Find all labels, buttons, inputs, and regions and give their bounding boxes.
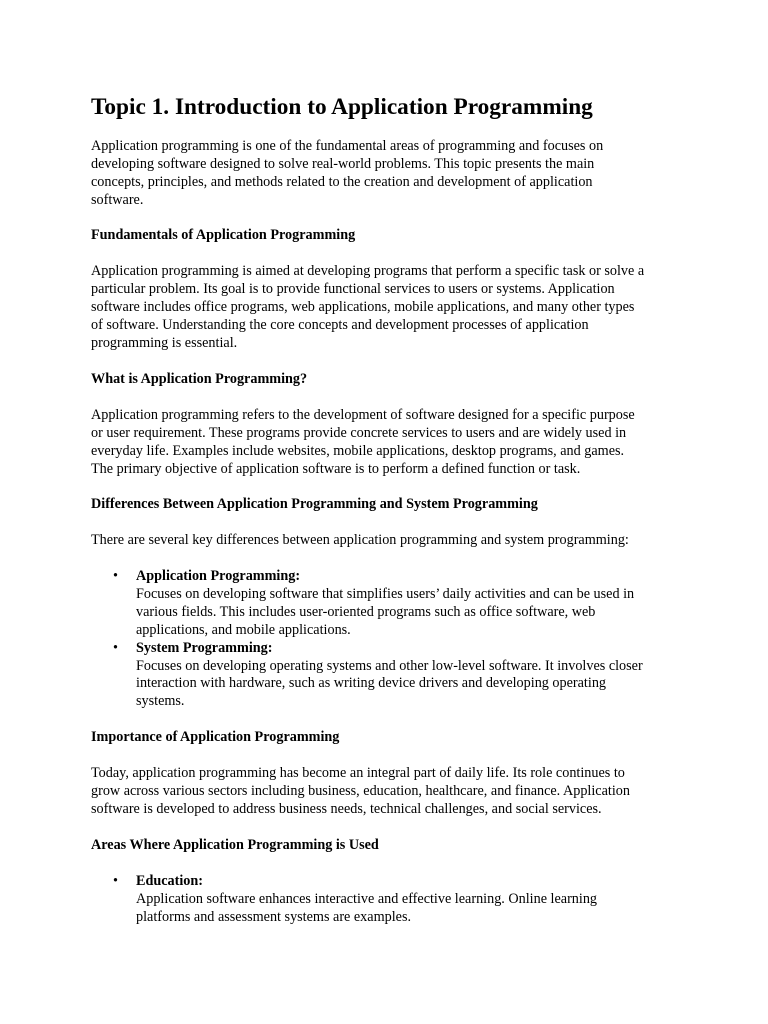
list-item-term: Application Programming: <box>136 568 301 584</box>
text-line: programming is essential. <box>91 334 238 351</box>
text-line: of software. Understanding the core concepts and development processes of application <box>91 316 589 333</box>
list-item-term: System Programming: <box>136 639 273 656</box>
text-line: everyday life. Examples include websites, mobile applications, desktop programs, and games. <box>91 442 625 459</box>
text-line: developing software designed to solve real-world problems. This topic presents the main <box>91 155 595 172</box>
importance-paragraph <box>91 765 691 819</box>
text-line: software is developed to address business needs, technical challenges, and social services. <box>91 800 602 817</box>
section-heading-what-is: What is Application Programming? <box>91 371 308 387</box>
section-heading-differences: Differences Between Application Programming and System Programming <box>91 496 538 512</box>
text-line: Application software enhances interactive and effective learning. Online learning <box>136 890 598 907</box>
bullet-icon: • <box>113 639 118 656</box>
section-heading-fundamentals: Fundamentals of Application Programming <box>91 227 356 243</box>
what-is-paragraph <box>91 407 691 479</box>
text-line: platforms and assessment systems are examples. <box>136 908 412 925</box>
section-heading-areas: Areas Where Application Programming is Used <box>91 837 379 853</box>
text-line: software includes office programs, web applications, mobile applications, and many other types <box>91 298 635 315</box>
list-item <box>91 640 691 712</box>
list-item <box>91 873 691 927</box>
areas-list <box>91 873 691 927</box>
section-heading-importance: Importance of Application Programming <box>91 729 340 745</box>
text-line: interaction with hardware, such as writing device drivers and developing operating <box>136 675 607 692</box>
list-item <box>91 568 691 640</box>
text-line: applications, and mobile applications. <box>136 621 351 638</box>
text-line: Today, application programming has become an integral part of daily life. Its role continues to <box>91 765 625 781</box>
text-line: various fields. This includes user-oriented programs such as office software, web <box>136 603 596 620</box>
text-line: Focuses on developing software that simplifies users’ daily activities and can be used in <box>136 585 635 602</box>
differences-list <box>91 568 691 711</box>
text-line: software. <box>91 191 144 208</box>
text-line: systems. <box>136 693 185 710</box>
list-item-term: Education: <box>136 873 204 889</box>
text-line: Focuses on developing operating systems and other low-level software. It involves closer <box>136 657 643 674</box>
text-line: grow across various sectors including business, education, healthcare, and finance. Application <box>91 782 630 799</box>
text-line: The primary objective of application software is to perform a defined function or task. <box>91 460 581 477</box>
text-line: or user requirement. These programs provide concrete services to users and are widely used in <box>91 424 627 441</box>
differences-paragraph <box>91 532 691 550</box>
intro-paragraph <box>91 138 691 210</box>
text-line: Application programming is one of the fundamental areas of programming and focuses on <box>91 138 604 154</box>
text-line: particular problem. Its goal is to provide functional services to users or systems. Application <box>91 280 615 297</box>
text-line: concepts, principles, and methods related to the creation and development of application <box>91 173 593 190</box>
bullet-icon: • <box>113 873 118 889</box>
bullet-icon: • <box>113 568 118 584</box>
fundamentals-paragraph <box>91 263 691 353</box>
text-line: Application programming is aimed at developing programs that perform a specific task or solve a <box>91 263 645 279</box>
text-line: There are several key differences between application programming and system programming: <box>91 532 629 548</box>
document-title: Topic 1. Introduction to Application Programming <box>91 94 593 120</box>
text-line: Application programming refers to the development of software designed for a specific purpose <box>91 407 635 423</box>
